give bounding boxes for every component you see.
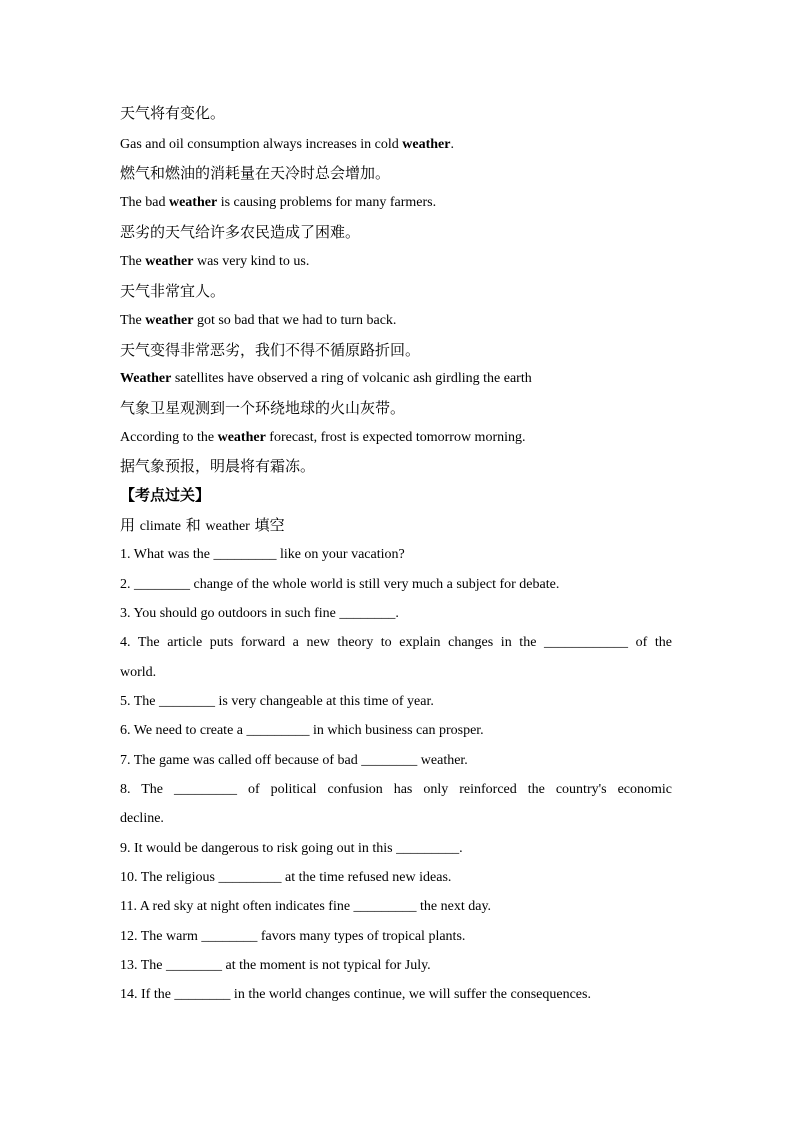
exercise-item-4: 4. The article puts forward a new theory to explain changes in the ____________ of the xyxy=(120,635,672,650)
exercise-item-14: 14. If the ________ in the world changes continue, we will suffer the consequences. xyxy=(120,987,591,1002)
exercise-item-8: 8. The _________ of political confusion has only reinforced the country's economic xyxy=(120,782,672,797)
example-en-1: Gas and oil consumption always increases in cold weather. xyxy=(120,137,454,152)
example-en-5: Weather satellites have observed a ring of volcanic ash girdling the earth xyxy=(120,371,532,386)
example-zh-5: 天气变得非常恶劣，我们不得不循原路折回。 xyxy=(120,341,421,359)
exercise-item-3: 3. You should go outdoors in such fine ________. xyxy=(120,606,399,621)
example-zh-1: 天气将有变化。 xyxy=(120,104,226,122)
example-zh-6: 气象卫星观测到一个环绕地球的火山灰带。 xyxy=(120,399,406,417)
exercise-item-7: 7. The game was called off because of bad ________ weather. xyxy=(120,753,468,768)
example-zh-3: 恶劣的天气给许多农民造成了困难。 xyxy=(120,223,361,241)
exercise-item-4-cont: world. xyxy=(120,665,157,680)
exercise-item-5: 5. The ________ is very changeable at this time of year. xyxy=(120,694,434,709)
example-en-6: According to the weather forecast, frost is expected tomorrow morning. xyxy=(120,430,526,445)
exercise-item-13: 13. The ________ at the moment is not typical for July. xyxy=(120,958,431,973)
example-zh-4: 天气非常宜人。 xyxy=(120,282,226,300)
example-zh-7: 据气象预报，明晨将有霜冻。 xyxy=(120,457,316,475)
exercise-item-11: 11. A red sky at night often indicates fine _________ the next day. xyxy=(120,899,492,914)
exercise-item-2: 2. ________ change of the whole world is still very much a subject for debate. xyxy=(120,577,560,592)
example-en-4: The weather got so bad that we had to turn back. xyxy=(120,313,397,328)
exercise-item-6: 6. We need to create a _________ in which business can prosper. xyxy=(120,723,484,738)
example-en-2: The bad weather is causing problems for many farmers. xyxy=(120,195,437,210)
exercise-item-10: 10. The religious _________ at the time refused new ideas. xyxy=(120,870,452,885)
exercise-item-12: 12. The warm ________ favors many types of tropical plants. xyxy=(120,929,466,944)
exercise-instruction: 用 climate 和 weather 填空 xyxy=(120,516,285,534)
example-zh-2: 燃气和燃油的消耗量在天冷时总会增加。 xyxy=(120,164,391,182)
section-heading: 【考点过关】 xyxy=(120,486,211,504)
exercise-item-1: 1. What was the _________ like on your vacation? xyxy=(120,547,405,562)
exercise-item-9: 9. It would be dangerous to risk going out in this _________. xyxy=(120,841,463,856)
exercise-item-8-cont: decline. xyxy=(120,811,164,826)
example-en-3: The weather was very kind to us. xyxy=(120,254,310,269)
